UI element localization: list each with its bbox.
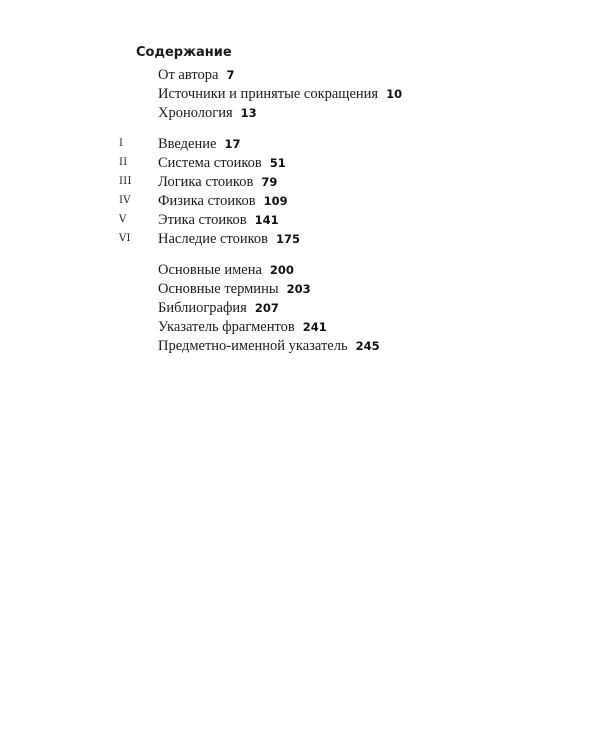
toc-entry-fragments-index[interactable] <box>136 317 556 336</box>
toc-entry-page: 17 <box>224 137 241 151</box>
toc-entry-title: Система стоиков <box>158 155 262 171</box>
toc-entry-title: Источники и принятые сокращения <box>158 86 379 102</box>
toc-entry-terms[interactable] <box>136 279 556 298</box>
toc-entry-page: 51 <box>269 156 286 170</box>
toc-entry-title: Предметно-именной указатель <box>158 338 348 354</box>
toc-entry-title: Основные имена <box>158 262 262 278</box>
toc-chapter-1[interactable] <box>119 134 556 153</box>
toc-title: Содержание <box>136 45 232 60</box>
chapter-numeral: II <box>119 157 128 168</box>
back-matter-list <box>136 260 556 355</box>
toc-entry-page: 245 <box>355 339 380 353</box>
toc-entry-names[interactable] <box>136 260 556 279</box>
chapters-list <box>119 134 556 248</box>
toc-chapter-5[interactable] <box>119 210 556 229</box>
toc-entry-subject-index[interactable] <box>136 336 556 355</box>
toc-entry-bibliography[interactable] <box>136 298 556 317</box>
toc-entry-title: Наследие стоиков <box>158 231 269 247</box>
toc-entry-page: 79 <box>261 175 278 189</box>
toc-entry-page: 10 <box>386 87 403 101</box>
front-matter-list <box>136 65 556 122</box>
toc-entry-title: Этика стоиков <box>158 212 247 228</box>
toc-entry-sources[interactable] <box>136 84 556 103</box>
toc-entry-title: Хронология <box>158 105 233 121</box>
chapter-numeral: I <box>119 138 124 149</box>
toc-entry-page: 109 <box>263 194 288 208</box>
toc-entry-page: 141 <box>254 213 279 227</box>
toc-entry-chronology[interactable] <box>136 103 556 122</box>
chapter-numeral: IV <box>119 195 131 206</box>
toc-entry-title: Логика стоиков <box>158 174 254 190</box>
chapter-numeral: VI <box>119 233 131 244</box>
toc-entry-page: 203 <box>286 282 311 296</box>
toc-entry-title: Библиография <box>158 300 247 316</box>
toc-entry-title: Основные термины <box>158 281 279 297</box>
toc-entry-page: 13 <box>240 106 257 120</box>
chapter-numeral: III <box>119 176 132 187</box>
toc-entry-page: 175 <box>276 232 301 246</box>
toc-entry-page: 241 <box>302 320 327 334</box>
chapter-numeral: V <box>119 214 127 225</box>
toc-entry-page: 200 <box>269 263 294 277</box>
toc-entry-page: 7 <box>226 68 235 82</box>
toc-chapter-2[interactable] <box>119 153 556 172</box>
toc-entry-author[interactable] <box>136 65 556 84</box>
toc-entry-title: Введение <box>158 136 217 152</box>
toc-entry-title: Указатель фрагментов <box>158 319 295 335</box>
toc-entry-title: От автора <box>158 67 219 83</box>
toc-chapter-6[interactable] <box>119 229 556 248</box>
toc-chapter-4[interactable] <box>119 191 556 210</box>
toc-entry-title: Физика стоиков <box>158 193 256 209</box>
toc-chapter-3[interactable] <box>119 172 556 191</box>
table-of-contents <box>119 44 556 355</box>
toc-entry-page: 207 <box>254 301 279 315</box>
